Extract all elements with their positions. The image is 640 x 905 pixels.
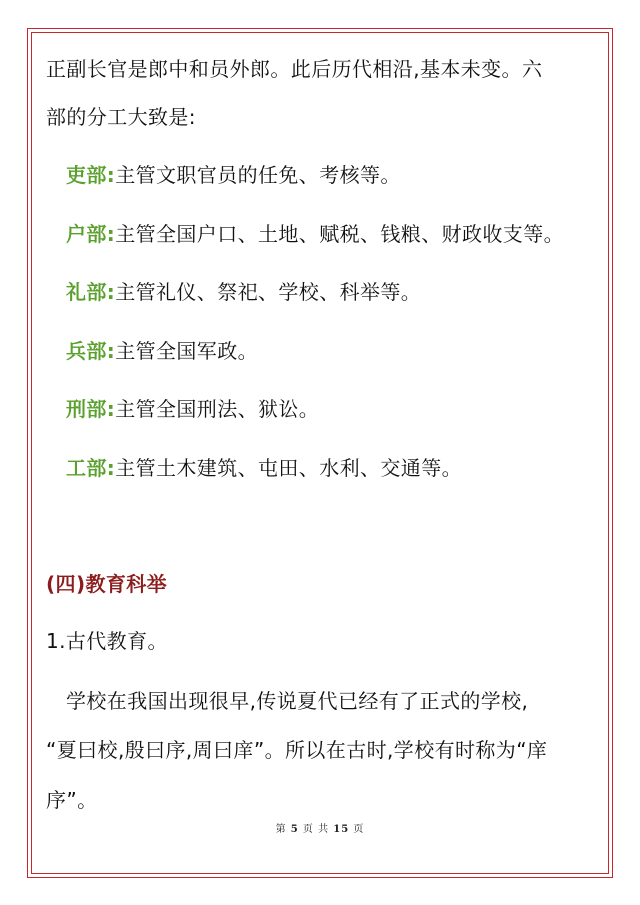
page-footer: [0, 820, 640, 835]
paragraph-line: “夏曰校,殷曰序,周曰庠”。所以在古时,学校有时称为“庠: [46, 738, 548, 762]
page-number: 5: [290, 824, 299, 835]
department-item-gong: [66, 454, 462, 482]
department-name: 工部:: [66, 456, 116, 480]
section-heading: (四)教育科举: [46, 572, 168, 596]
department-name: 礼部:: [66, 280, 116, 304]
department-duty: 主管全国刑法、狱讼。: [115, 397, 320, 421]
footer-prefix: 第: [275, 824, 287, 835]
total-pages: 15: [333, 824, 350, 835]
paragraph-line: 部的分工大致是:: [46, 105, 196, 129]
department-duty: 主管全国户口、土地、赋税、钱粮、财政收支等。: [115, 222, 565, 246]
department-item-lib: [66, 278, 421, 306]
department-duty: 主管礼仪、祭祀、学校、科举等。: [115, 280, 422, 304]
department-duty: 主管土木建筑、屯田、水利、交通等。: [115, 456, 463, 480]
department-name: 刑部:: [66, 397, 116, 421]
department-name: 户部:: [66, 222, 116, 246]
department-name: 兵部:: [66, 339, 116, 363]
footer-middle: 页 共: [302, 824, 330, 835]
department-item-hu: [66, 220, 564, 248]
paragraph-line: 正副长官是郎中和员外郎。此后历代相沿,基本未变。六: [46, 57, 543, 81]
paragraph-line: 学校在我国出现很早,传说夏代已经有了正式的学校,: [66, 689, 529, 713]
department-item-li: [66, 161, 401, 189]
subheading: 1.古代教育。: [46, 629, 168, 653]
department-item-bing: [66, 337, 258, 365]
department-item-xing: [66, 395, 319, 423]
department-duty: 主管全国军政。: [115, 339, 259, 363]
department-duty: 主管文职官员的任免、考核等。: [115, 163, 401, 187]
footer-suffix: 页: [353, 824, 365, 835]
paragraph-line: 序”。: [46, 788, 98, 812]
department-name: 吏部:: [66, 163, 116, 187]
